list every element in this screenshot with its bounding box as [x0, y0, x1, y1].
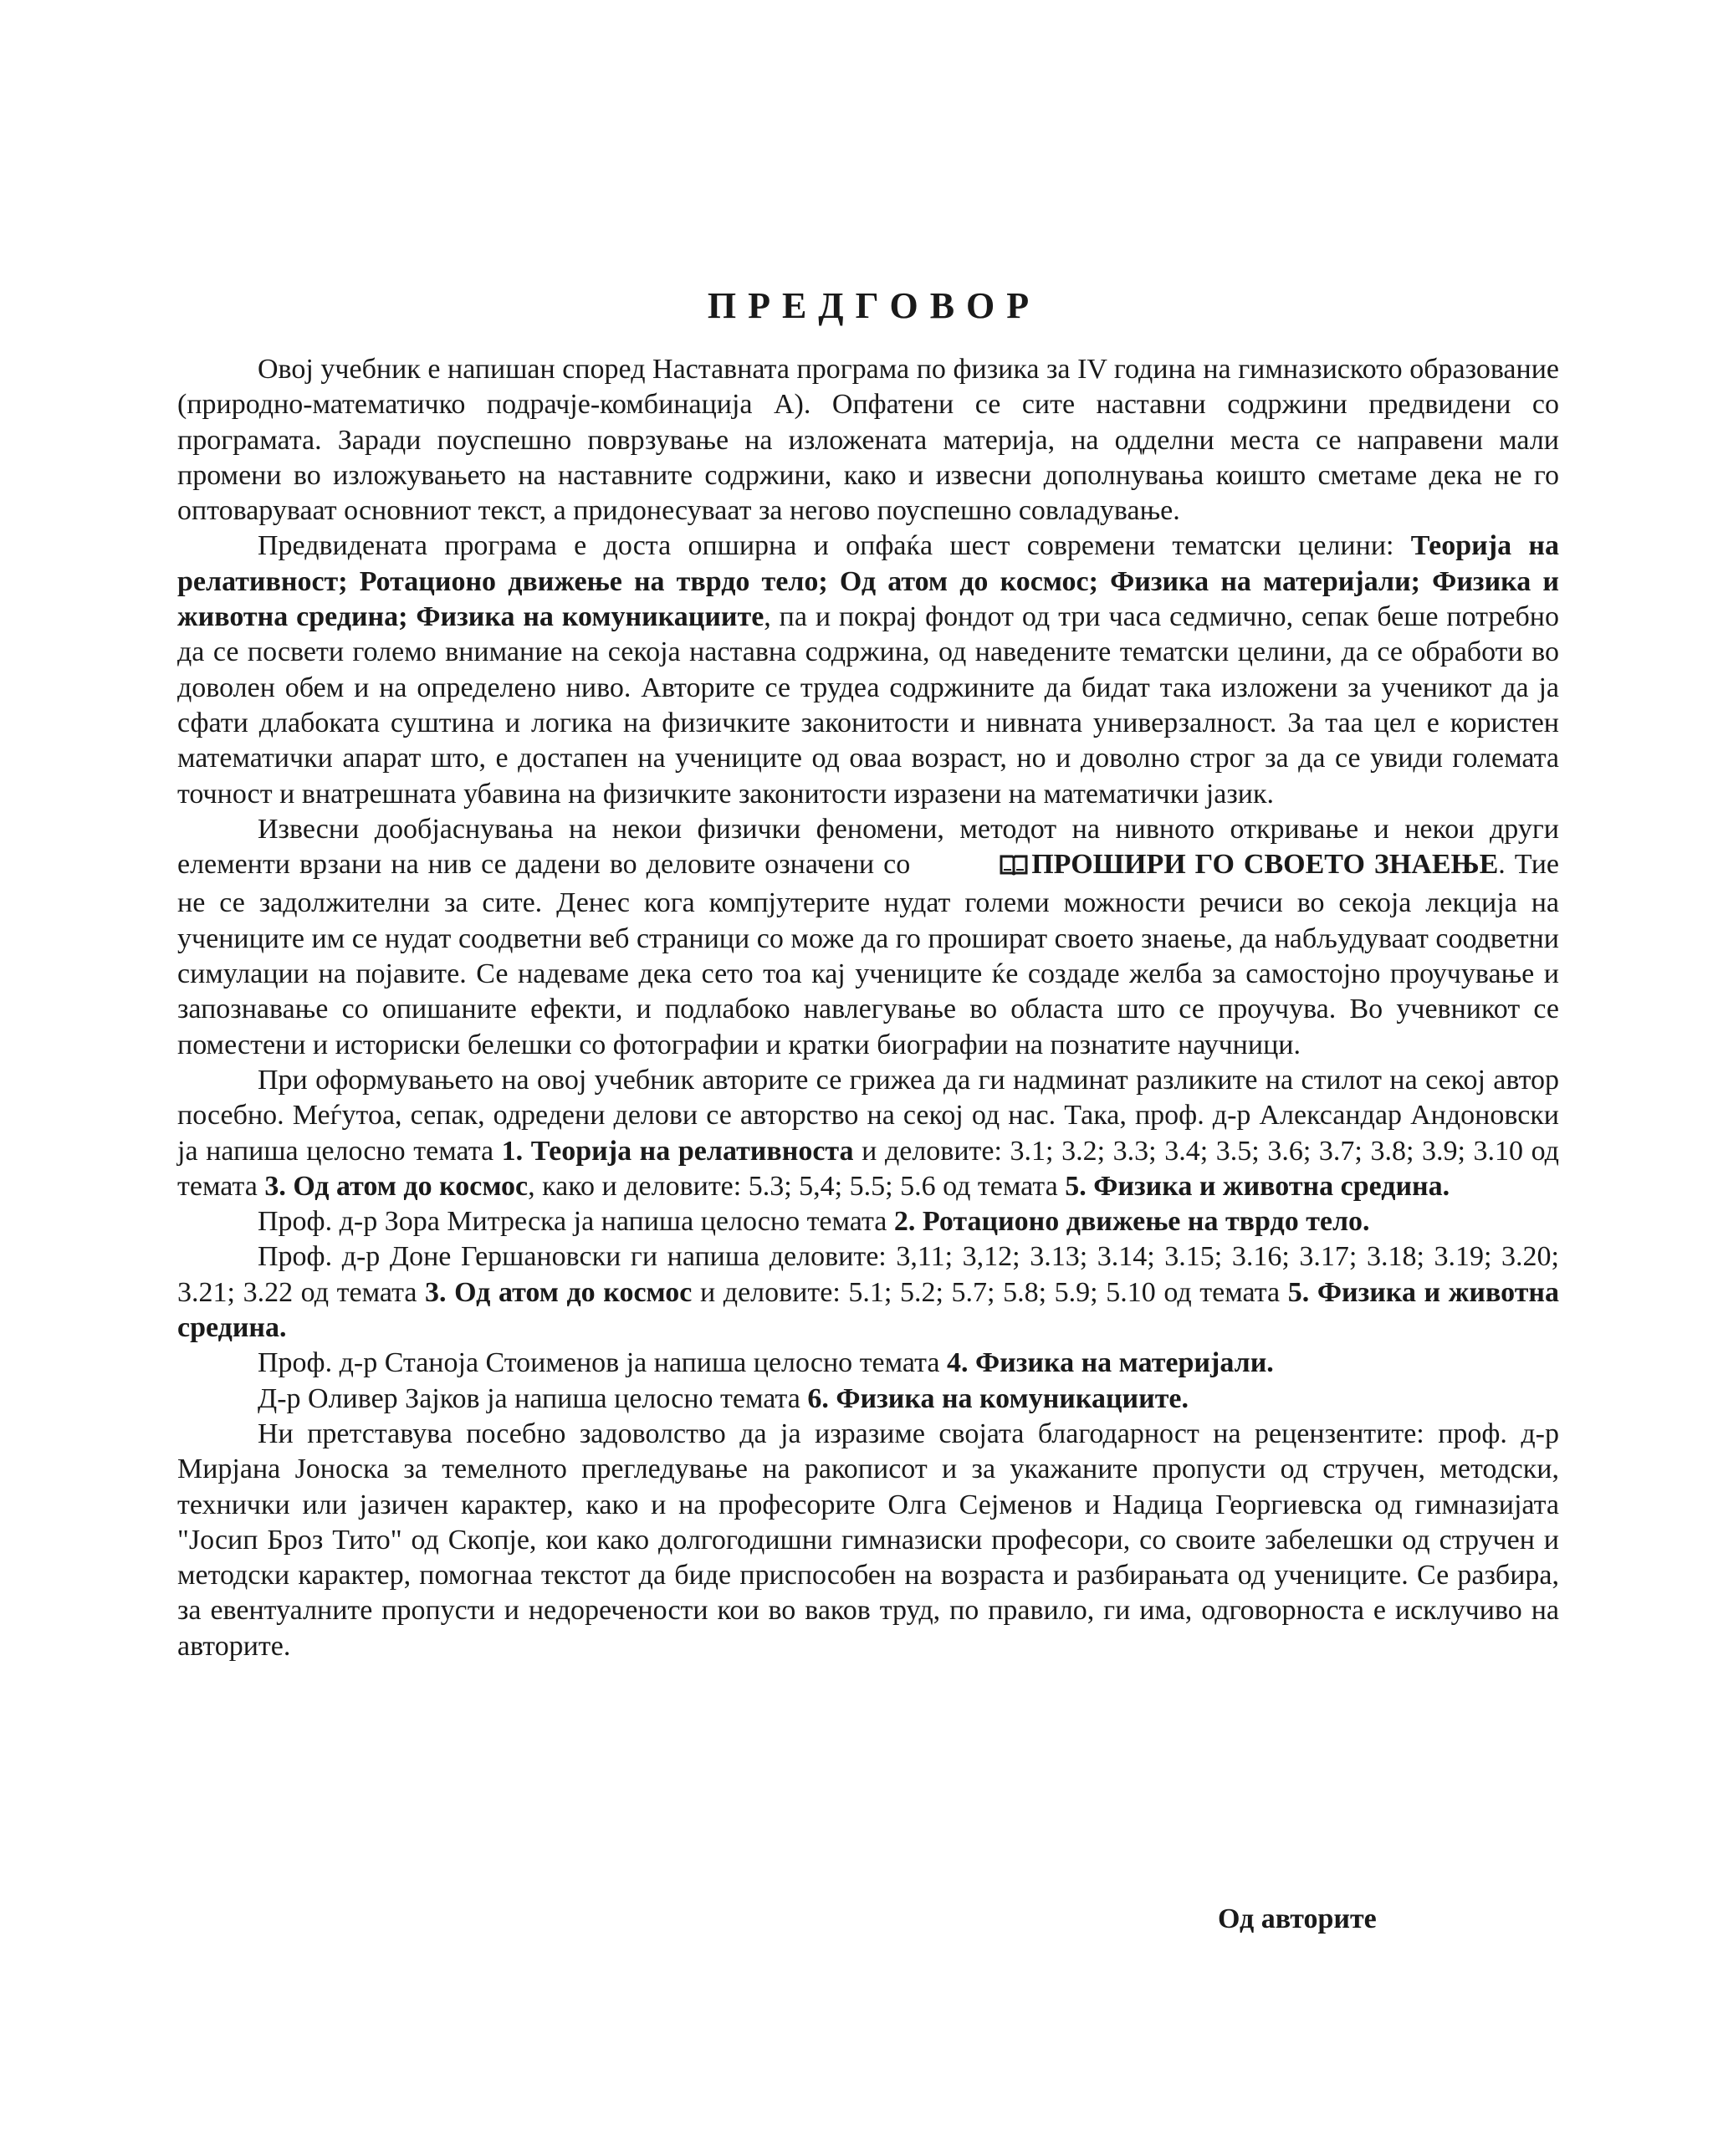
paragraph-text: Извесни дообјаснувања на некои физички феномени, методот на нивното откривање и некои други елементи врзани на нив се дадени во деловите означени со	[177, 813, 1559, 881]
paragraph-authorship	[177, 1063, 1559, 1204]
page-title: ПРЕДГОВОР	[707, 285, 1041, 326]
paragraph-text: Проф. д-р Зора Митреска ја напиша целосно темата	[258, 1206, 894, 1238]
theme-name: 3. Од атом до космос	[264, 1170, 529, 1202]
paragraph-author-stoimenov	[177, 1346, 1559, 1381]
paragraph-extend-knowledge	[177, 812, 1559, 1063]
paragraph-text: и деловите: 3.1; 3.2; 3.3; 3.4; 3.5; 3.6; 3.7; 3.8; 3.9; 3.10 од темата	[177, 1135, 1559, 1202]
paragraph-intro: Овој учебник е напишан според Наставната програма по физика за IV година на гимназиското образование (природно-математичко подрачје-комбинација А). Опфатени се сите наставни содржини предвидени со програмата. Заради поуспешно поврзување на изложената материја, на одделни места се направени мали промени во изложувањето на наставните содржини, како и извесни дополнувања коишто сметаме дека не го оптоваруваат основниот текст, а придонесуваат за негово поуспешно совладување.	[177, 354, 1559, 527]
signature: Од авторите	[1218, 1903, 1377, 1934]
preface-page	[177, 284, 1559, 1664]
paragraph-text: . Тие не се задолжителни за сите. Денес кога компјутерите нудат големи можности речиси во секоја лекција на учениците им се нудат соодветни веб страници со може да го прошират своето знаење, да набљудуваат соодветни симулации на појавите. Се надеваме дека сето тоа кај учениците ќе создаде желба за самостојно проучување и запознавање со опишаните ефекти, и подлабоко навлегување во областа што се проучува. Во учевникот се поместени и историски белешки со фотографии и кратки биографии на познатите научници.	[177, 849, 1559, 1060]
paragraph-author-zajkov	[177, 1382, 1559, 1417]
paragraph-text: Предвидената програма е доста опширна и опфаќа шест современи тематски целини:	[258, 530, 1411, 562]
open-book-icon	[919, 851, 1028, 886]
paragraph-text: , како и деловите: 5.3; 5,4; 5.5; 5.6 од темата	[528, 1170, 1066, 1202]
theme-name: 6. Физика на комуникациите.	[807, 1382, 1189, 1414]
paragraph-text: Проф. д-р Станоја Стоименов ја напиша целосно темата	[258, 1347, 947, 1379]
theme-name: 5. Физика и животна средина.	[177, 1276, 1559, 1344]
paragraph-author-mitreska	[177, 1204, 1559, 1239]
paragraph-text: и деловите: 5.1; 5.2; 5.7; 5.8; 5.9; 5.10 од темата	[692, 1276, 1288, 1308]
theme-name: 4. Физика на материјали.	[946, 1347, 1274, 1379]
thematic-units-list: Теорија на релативност; Ротационо движење на тврдо тело; Од атом до космос; Физика на материјали; Физика и животна средина; Физика на комуникациите	[177, 530, 1559, 633]
extend-knowledge-label: ПРОШИРИ ГО СВОЕТО ЗНАЕЊЕ	[1031, 849, 1499, 881]
theme-name: 3. Од атом до космос	[425, 1276, 693, 1308]
theme-name: 5. Физика и животна средина.	[1065, 1170, 1450, 1202]
paragraph-text: Проф. д-р Доне Гершановски ги напиша деловите: 3,11; 3,12; 3.13; 3.14; 3.15; 3.16; 3.17; 3.18; 3.19; 3.20; 3.21; 3.22 од темата	[177, 1241, 1559, 1308]
paragraph-text: При оформувањето на овој учебник авторите се грижеа да ги надминат разликите на стилот на секој автор посебно. Меѓутоа, сепак, одредени делови се авторство на секој од нас. Така, проф. д-р Александар Андоновски ја напиша целосно темата	[177, 1064, 1559, 1167]
paragraph-acknowledgements: Ни претставува посебно задоволство да ја изразиме својата благодарност на рецензентите: проф. д-р Мирјана Јоноска за темелното прегледување на ракописот и за укажаните пропусти од стручен, методски, технички или јазичен карактер, како и на професорите Олга Сејменов и Надица Георгиевска од гимназијата "Јосип Броз Тито" од Скопје, кои како долгогодишни гимназиски професори, со своите забелешки од стручен и методски карактер, помогнаа текстот да биде приспособен на возраста и разбирањата од учениците. Се разбира, за евентуалните пропусти и недоречености кои во ваков труд, по правило, ги има, одговорноста е исклучиво на авторите.	[177, 1418, 1559, 1662]
theme-name: 2. Ротационо движење на тврдо тело.	[893, 1206, 1370, 1238]
theme-name: 1. Теорија на релативноста	[501, 1135, 854, 1167]
paragraph-program	[177, 529, 1559, 811]
paragraph-author-gershanovski	[177, 1239, 1559, 1346]
paragraph-text: Д-р Оливер Зајков ја напиша целосно темата	[258, 1382, 808, 1414]
paragraph-text: , па и покрај фондот од три часа седмично, сепак беше потребно да се посвети големо внимание на секоја наставна содржина, од наведените тематски целини, да се обработи во доволен обем и на определено ниво. Авторите се трудеа содржините да бидат така изложени за ученикот да ја сфати длабоката суштина и логика на физичките законитости и нивната универзалност. За таа цел е користен математички апарат што, е достапен на учениците од оваа возраст, но и доволно строг за да се увиди големата точност и внатрешната убавина на физичките законитости изразени на математички јазик.	[177, 601, 1559, 810]
